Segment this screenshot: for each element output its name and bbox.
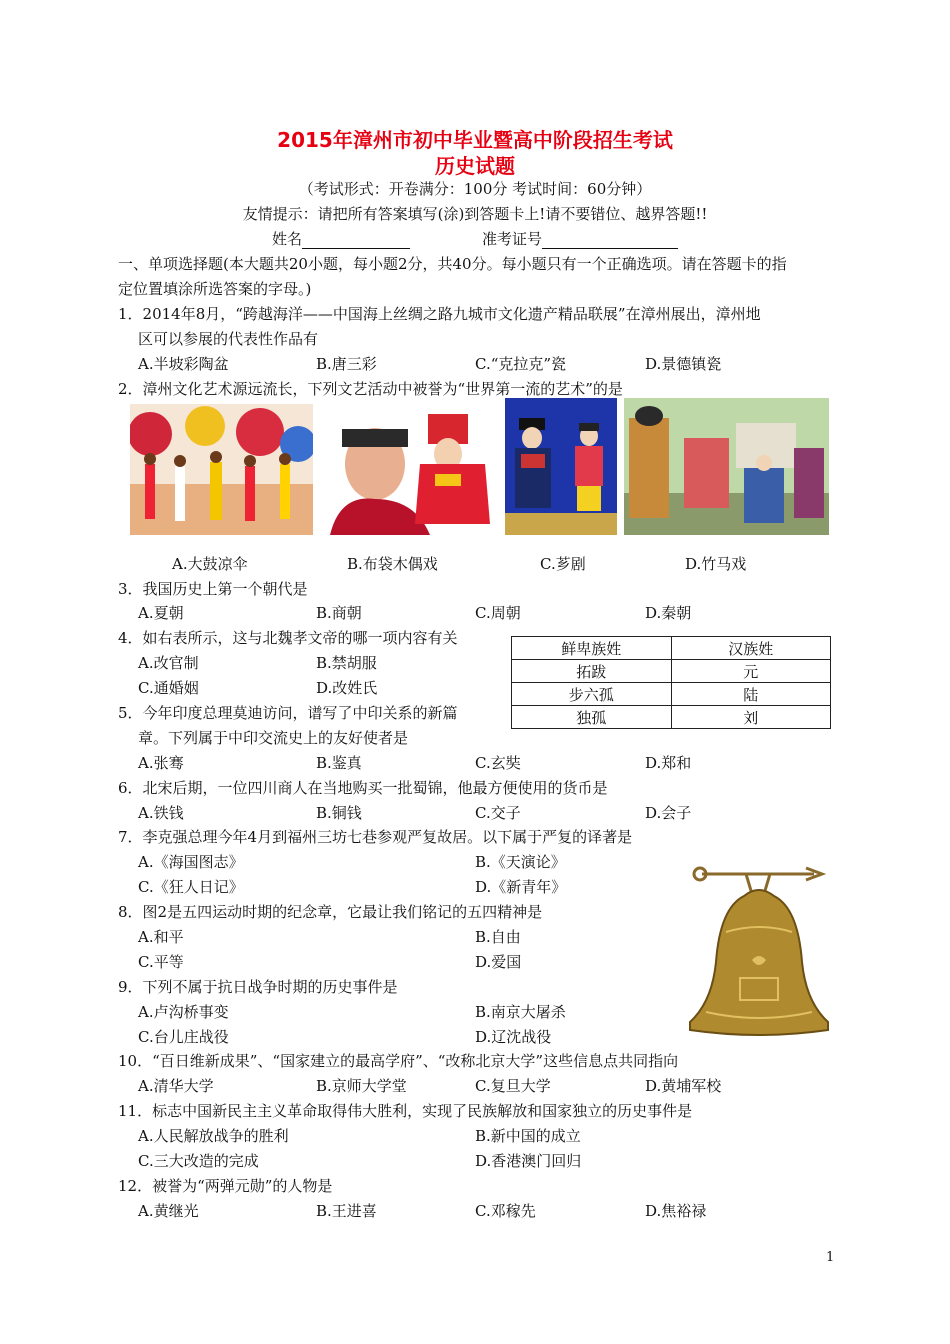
xiangju-opera-photo: [505, 398, 617, 535]
q4-option-d: D.改姓氏: [316, 679, 378, 697]
q7-option-b: B.《天演论》: [475, 853, 566, 871]
question-3: 3．我国历史上第一个朝代是: [118, 580, 308, 598]
drum-parasol-photo: [130, 404, 313, 535]
q6-option-d: D.会子: [645, 804, 692, 822]
table-cell: 独孤: [512, 706, 672, 729]
q5-option-b: B.鉴真: [316, 754, 362, 772]
table-row: [512, 683, 831, 706]
exam-info: （考试形式：开卷满分：100分 考试时间：60分钟）: [298, 180, 652, 198]
question-2: 2．漳州文化艺术源远流长，下列文艺活动中被誉为“世界第一流的艺术”的是: [118, 380, 623, 398]
question-9: 9．下列不属于抗日战争时期的历史事件是: [118, 978, 398, 996]
id-field: [482, 228, 678, 249]
table-cell: 陆: [671, 683, 831, 706]
q9-option-d: D.辽沈战役: [475, 1028, 552, 1046]
q1-option-c: C.“克拉克”瓷: [475, 355, 567, 373]
q3-option-b: B.商朝: [316, 604, 362, 622]
table-header-cell: 鲜卑族姓: [512, 637, 672, 660]
exam-title: 2015年漳州市初中毕业暨高中阶段招生考试: [277, 128, 673, 152]
q10-option-d: D.黄埔军校: [645, 1077, 722, 1095]
id-blank: [542, 232, 678, 249]
q3-option-a: A.夏朝: [138, 604, 184, 622]
question-5-cont: 章。下列属于中印交流史上的友好使者是: [138, 729, 409, 747]
friendly-tip: 友情提示：请把所有答案填写(涂)到答题卡上!请不要错位、越界答题!!: [242, 205, 708, 223]
exam-subtitle: 历史试题: [435, 154, 515, 178]
q8-option-a: A.和平: [138, 928, 184, 946]
table-cell: 元: [671, 660, 831, 683]
question-1-cont: 区可以参展的代表性作品有: [138, 330, 319, 348]
q8-option-c: C.平等: [138, 953, 184, 971]
table-cell: 拓跋: [512, 660, 672, 683]
q6-option-b: B.铜钱: [316, 804, 362, 822]
q4-option-c: C.通婚姻: [138, 679, 199, 697]
q6-option-a: A.铁钱: [138, 804, 184, 822]
q3-option-d: D.秦朝: [645, 604, 692, 622]
q1-option-d: D.景德镇瓷: [645, 355, 722, 373]
q3-option-c: C.周朝: [475, 604, 521, 622]
glove-puppet-photo: [320, 404, 496, 535]
q10-option-b: B.京师大学堂: [316, 1077, 407, 1095]
q12-option-d: D.焦裕禄: [645, 1202, 707, 1220]
may-fourth-medal-image: [686, 862, 832, 1036]
surname-table: [511, 636, 831, 729]
id-label: 准考证号: [482, 230, 543, 248]
q2-option-d: D.竹马戏: [685, 555, 747, 573]
question-6: 6．北宋后期，一位四川商人在当地购买一批蜀锦，他最方便使用的货币是: [118, 779, 608, 797]
question-1: 1．2014年8月，“跨越海洋——中国海上丝绸之路九城市文化遗产精品联展”在漳州展出，漳州地: [118, 305, 761, 323]
table-row: [512, 660, 831, 683]
question-7: 7．李克强总理今年4月到福州三坊七巷参观严复故居。以下属于严复的译著是: [118, 828, 633, 846]
page-number: 1: [826, 1250, 835, 1265]
q8-option-d: D.爱国: [475, 953, 522, 971]
name-label: 姓名: [272, 230, 303, 248]
q7-option-c: C.《狂人日记》: [138, 878, 244, 896]
q4-option-a: A.改官制: [138, 654, 199, 672]
q12-option-a: A.黄继光: [138, 1202, 199, 1220]
q1-option-b: B.唐三彩: [316, 355, 377, 373]
q12-option-c: C.邓稼先: [475, 1202, 536, 1220]
q7-option-a: A.《海国图志》: [138, 853, 244, 871]
q2-option-b: B.布袋木偶戏: [347, 555, 438, 573]
q4-option-b: B.禁胡服: [316, 654, 377, 672]
q1-option-a: A.半坡彩陶盆: [138, 355, 229, 373]
q5-option-c: C.玄奘: [475, 754, 521, 772]
q7-option-d: D.《新青年》: [475, 878, 567, 896]
question-5: 5．今年印度总理莫迪访问，谱写了中印关系的新篇: [118, 704, 458, 722]
q9-option-a: A.卢沟桥事变: [138, 1003, 229, 1021]
question-4: 4．如右表所示，这与北魏孝文帝的哪一项内容有关: [118, 629, 458, 647]
q10-option-a: A.清华大学: [138, 1077, 214, 1095]
q6-option-c: C.交子: [475, 804, 521, 822]
question-12: 12．被誉为“两弹元勋”的人物是: [118, 1177, 333, 1195]
q12-option-b: B.王进喜: [316, 1202, 377, 1220]
name-blank: [302, 232, 410, 249]
table-header-row: [512, 637, 831, 660]
q10-option-c: C.复旦大学: [475, 1077, 551, 1095]
name-field: [272, 228, 410, 249]
q11-option-d: D.香港澳门回归: [475, 1152, 582, 1170]
table-cell: 刘: [671, 706, 831, 729]
q8-option-b: B.自由: [475, 928, 521, 946]
q11-option-b: B.新中国的成立: [475, 1127, 581, 1145]
q5-option-d: D.郑和: [645, 754, 692, 772]
section-line-1: 一、单项选择题(本大题共20小题，每小题2分，共40分。每小题只有一个正确选项。请在答题卡的指: [118, 255, 787, 273]
table-header-cell: 汉族姓: [671, 637, 831, 660]
q2-option-c: C.芗剧: [540, 555, 586, 573]
question-8: 8．图2是五四运动时期的纪念章，它最让我们铭记的五四精神是: [118, 903, 543, 921]
q5-option-a: A.张骞: [138, 754, 184, 772]
bamboo-horse-opera-photo: [624, 398, 829, 535]
q9-option-b: B.南京大屠杀: [475, 1003, 566, 1021]
q9-option-c: C.台儿庄战役: [138, 1028, 229, 1046]
question-10: 10．“百日维新成果”、“国家建立的最高学府”、“改称北京大学”这些信息点共同指向: [118, 1052, 679, 1070]
table-cell: 步六孤: [512, 683, 672, 706]
section-line-2: 定位置填涂所选答案的字母。): [118, 280, 312, 298]
table-row: [512, 706, 831, 729]
question-11: 11．标志中国新民主主义革命取得伟大胜利，实现了民族解放和国家独立的历史事件是: [118, 1102, 693, 1120]
q2-option-a: A.大鼓凉伞: [172, 555, 248, 573]
q11-option-a: A.人民解放战争的胜利: [138, 1127, 289, 1145]
q11-option-c: C.三大改造的完成: [138, 1152, 259, 1170]
